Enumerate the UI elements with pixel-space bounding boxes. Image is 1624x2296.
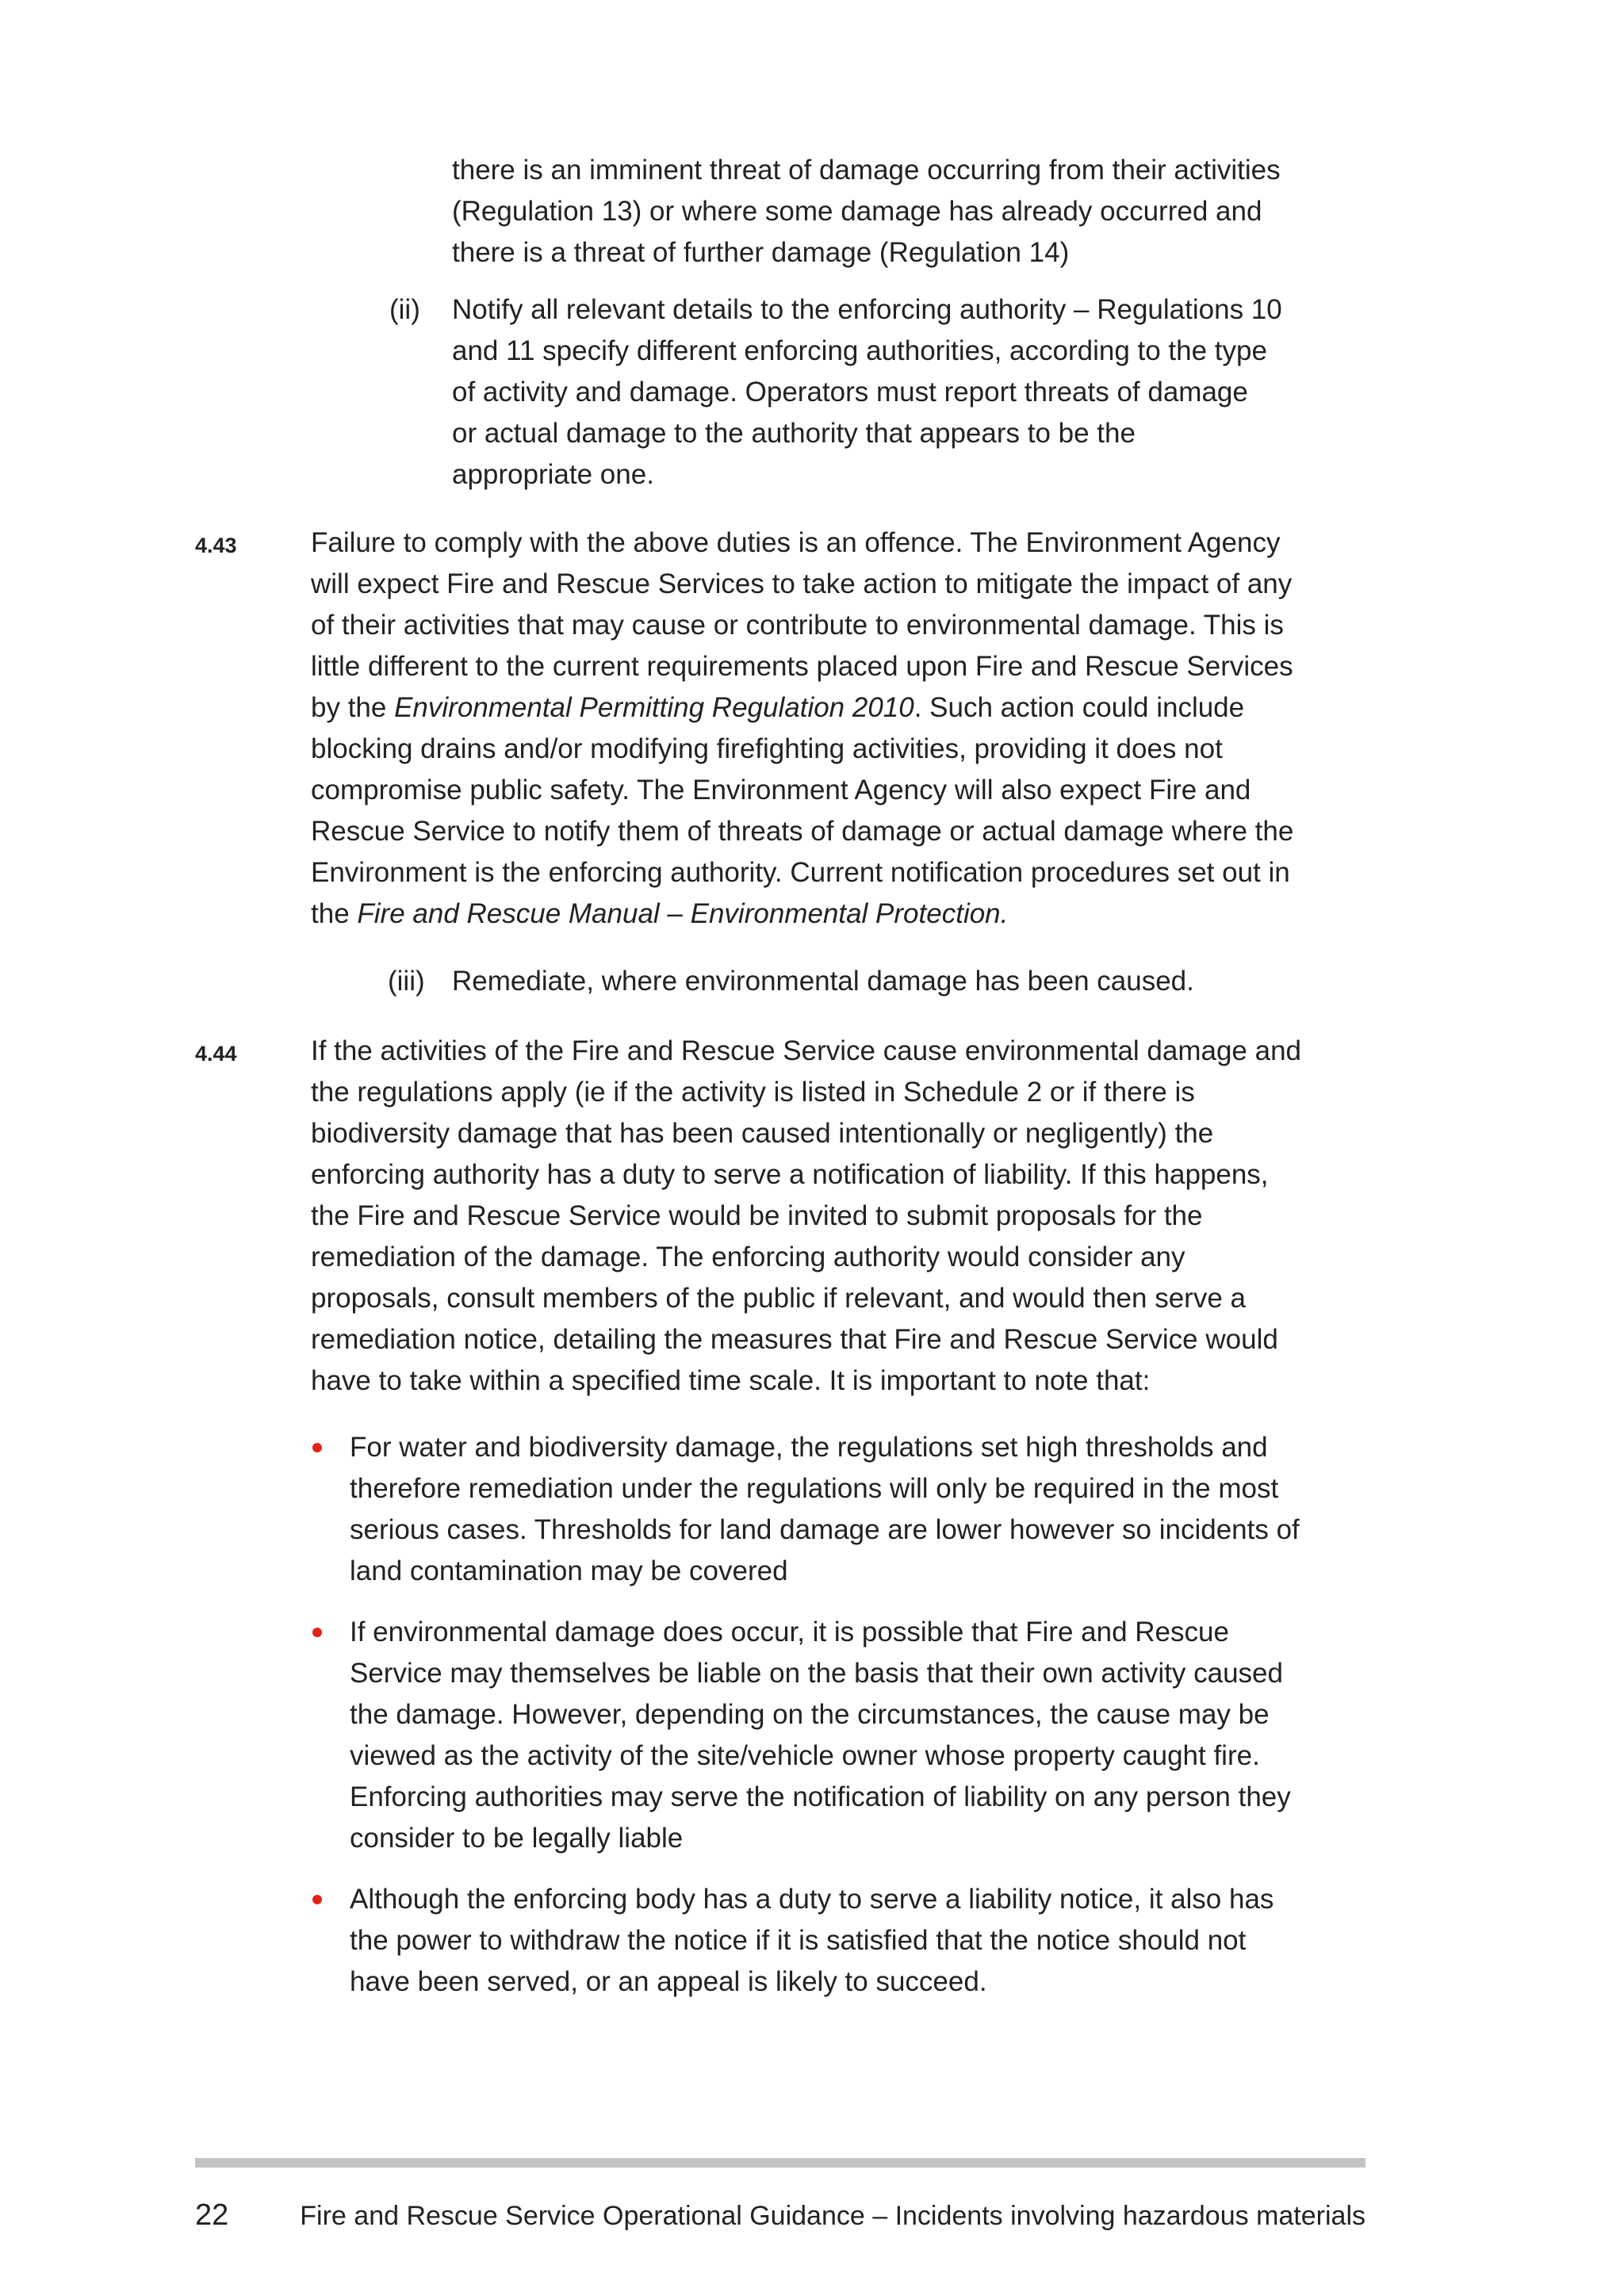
paragraph-line: enforcing authority has a duty to serve a notification of liability. If this happens, <box>311 1159 1269 1190</box>
bullet-line: therefore remediation under the regulations will only be required in the most <box>350 1473 1279 1504</box>
regulation-title: Environmental Permitting Regulation 2010 <box>394 692 914 723</box>
paragraph-line: Failure to comply with the above duties is an offence. The Environment Agency <box>311 527 1281 558</box>
paragraph-line <box>311 687 1244 729</box>
continuation-line: there is a threat of further damage (Regulation 14) <box>452 237 1070 268</box>
paragraph-line: Rescue Service to notify them of threats of damage or actual damage where the <box>311 816 1294 847</box>
item-ii-line: appropriate one. <box>452 459 654 490</box>
bullet-icon <box>312 1895 322 1904</box>
paragraph-line: the Fire and Rescue Service would be invited to submit proposals for the <box>311 1200 1203 1231</box>
paragraph-line <box>311 894 1008 935</box>
page-number: 22 <box>195 2198 229 2232</box>
bullet-line: viewed as the activity of the site/vehicle owner whose property caught fire. <box>350 1740 1260 1771</box>
paragraph-line: have to take within a specified time scale. It is important to note that: <box>311 1365 1151 1396</box>
paragraph-line: biodiversity damage that has been caused intentionally or negligently) the <box>311 1118 1214 1149</box>
paragraph-line: proposals, consult members of the public if relevant, and would then serve a <box>311 1283 1246 1314</box>
paragraph-line: remediation of the damage. The enforcing authority would consider any <box>311 1242 1185 1272</box>
bullet-line: the power to withdraw the notice if it is satisfied that the notice should not <box>350 1925 1247 1956</box>
bullet-line: the damage. However, depending on the circumstances, the cause may be <box>350 1699 1270 1730</box>
bullet-line: Service may themselves be liable on the basis that their own activity caused <box>350 1658 1283 1689</box>
footer-title: Fire and Rescue Service Operational Guidance – Incidents involving hazardous materials <box>300 2201 1365 2231</box>
bullet-icon <box>312 1628 322 1637</box>
item-ii-line: of activity and damage. Operators must report threats of damage <box>452 377 1248 408</box>
paragraph-line: compromise public safety. The Environment Agency will also expect Fire and <box>311 775 1251 806</box>
bullet-line: consider to be legally liable <box>350 1823 684 1854</box>
footer-divider <box>195 2158 1365 2168</box>
paragraph-line: If the activities of the Fire and Rescue Service cause environmental damage and <box>311 1035 1302 1066</box>
continuation-line: there is an imminent threat of damage occurring from their activities <box>452 155 1281 186</box>
continuation-line: (Regulation 13) or where some damage has already occurred and <box>452 196 1262 227</box>
bullet-line: For water and biodiversity damage, the regulations set high thresholds and <box>350 1432 1268 1463</box>
list-marker-ii: (ii) <box>389 294 420 325</box>
text-run: by the <box>311 692 395 723</box>
bullet-line: If environmental damage does occur, it is possible that Fire and Rescue <box>350 1617 1229 1647</box>
paragraph-line: of their activities that may cause or contribute to environmental damage. This is <box>311 610 1284 641</box>
paragraph-line: blocking drains and/or modifying firefighting activities, providing it does not <box>311 733 1223 764</box>
paragraph-line: will expect Fire and Rescue Services to take action to mitigate the impact of any <box>311 568 1293 599</box>
bullet-line: Enforcing authorities may serve the notification of liability on any person they <box>350 1781 1291 1812</box>
bullet-line: Although the enforcing body has a duty to serve a liability notice, it also has <box>350 1884 1274 1915</box>
paragraph-line: little different to the current requirements placed upon Fire and Rescue Services <box>311 651 1293 682</box>
paragraph-line: remediation notice, detailing the measures that Fire and Rescue Service would <box>311 1324 1278 1355</box>
bullet-line: have been served, or an appeal is likely to succeed. <box>350 1966 987 1997</box>
text-run: . Such action could include <box>914 692 1245 723</box>
bullet-line: serious cases. Thresholds for land damage are lower however so incidents of <box>350 1514 1300 1545</box>
text-run: the <box>311 898 358 929</box>
paragraph-number-4-43: 4.43 <box>195 534 237 557</box>
paragraph-line: Environment is the enforcing authority. Current notification procedures set out in <box>311 857 1290 888</box>
paragraph-number-4-44: 4.44 <box>195 1042 237 1066</box>
list-marker-iii: (iii) <box>388 966 425 997</box>
manual-title: Fire and Rescue Manual – Environmental Protection. <box>357 898 1009 929</box>
bullet-icon <box>312 1443 322 1452</box>
item-iii-text: Remediate, where environmental damage has been caused. <box>452 966 1194 997</box>
item-ii-line: Notify all relevant details to the enforcing authority – Regulations 10 <box>452 294 1282 325</box>
item-ii-line: and 11 specify different enforcing authorities, according to the type <box>452 335 1267 366</box>
item-ii-line: or actual damage to the authority that appears to be the <box>452 418 1136 449</box>
bullet-line: land contamination may be covered <box>350 1556 788 1586</box>
paragraph-line: the regulations apply (ie if the activity is listed in Schedule 2 or if there is <box>311 1077 1195 1108</box>
